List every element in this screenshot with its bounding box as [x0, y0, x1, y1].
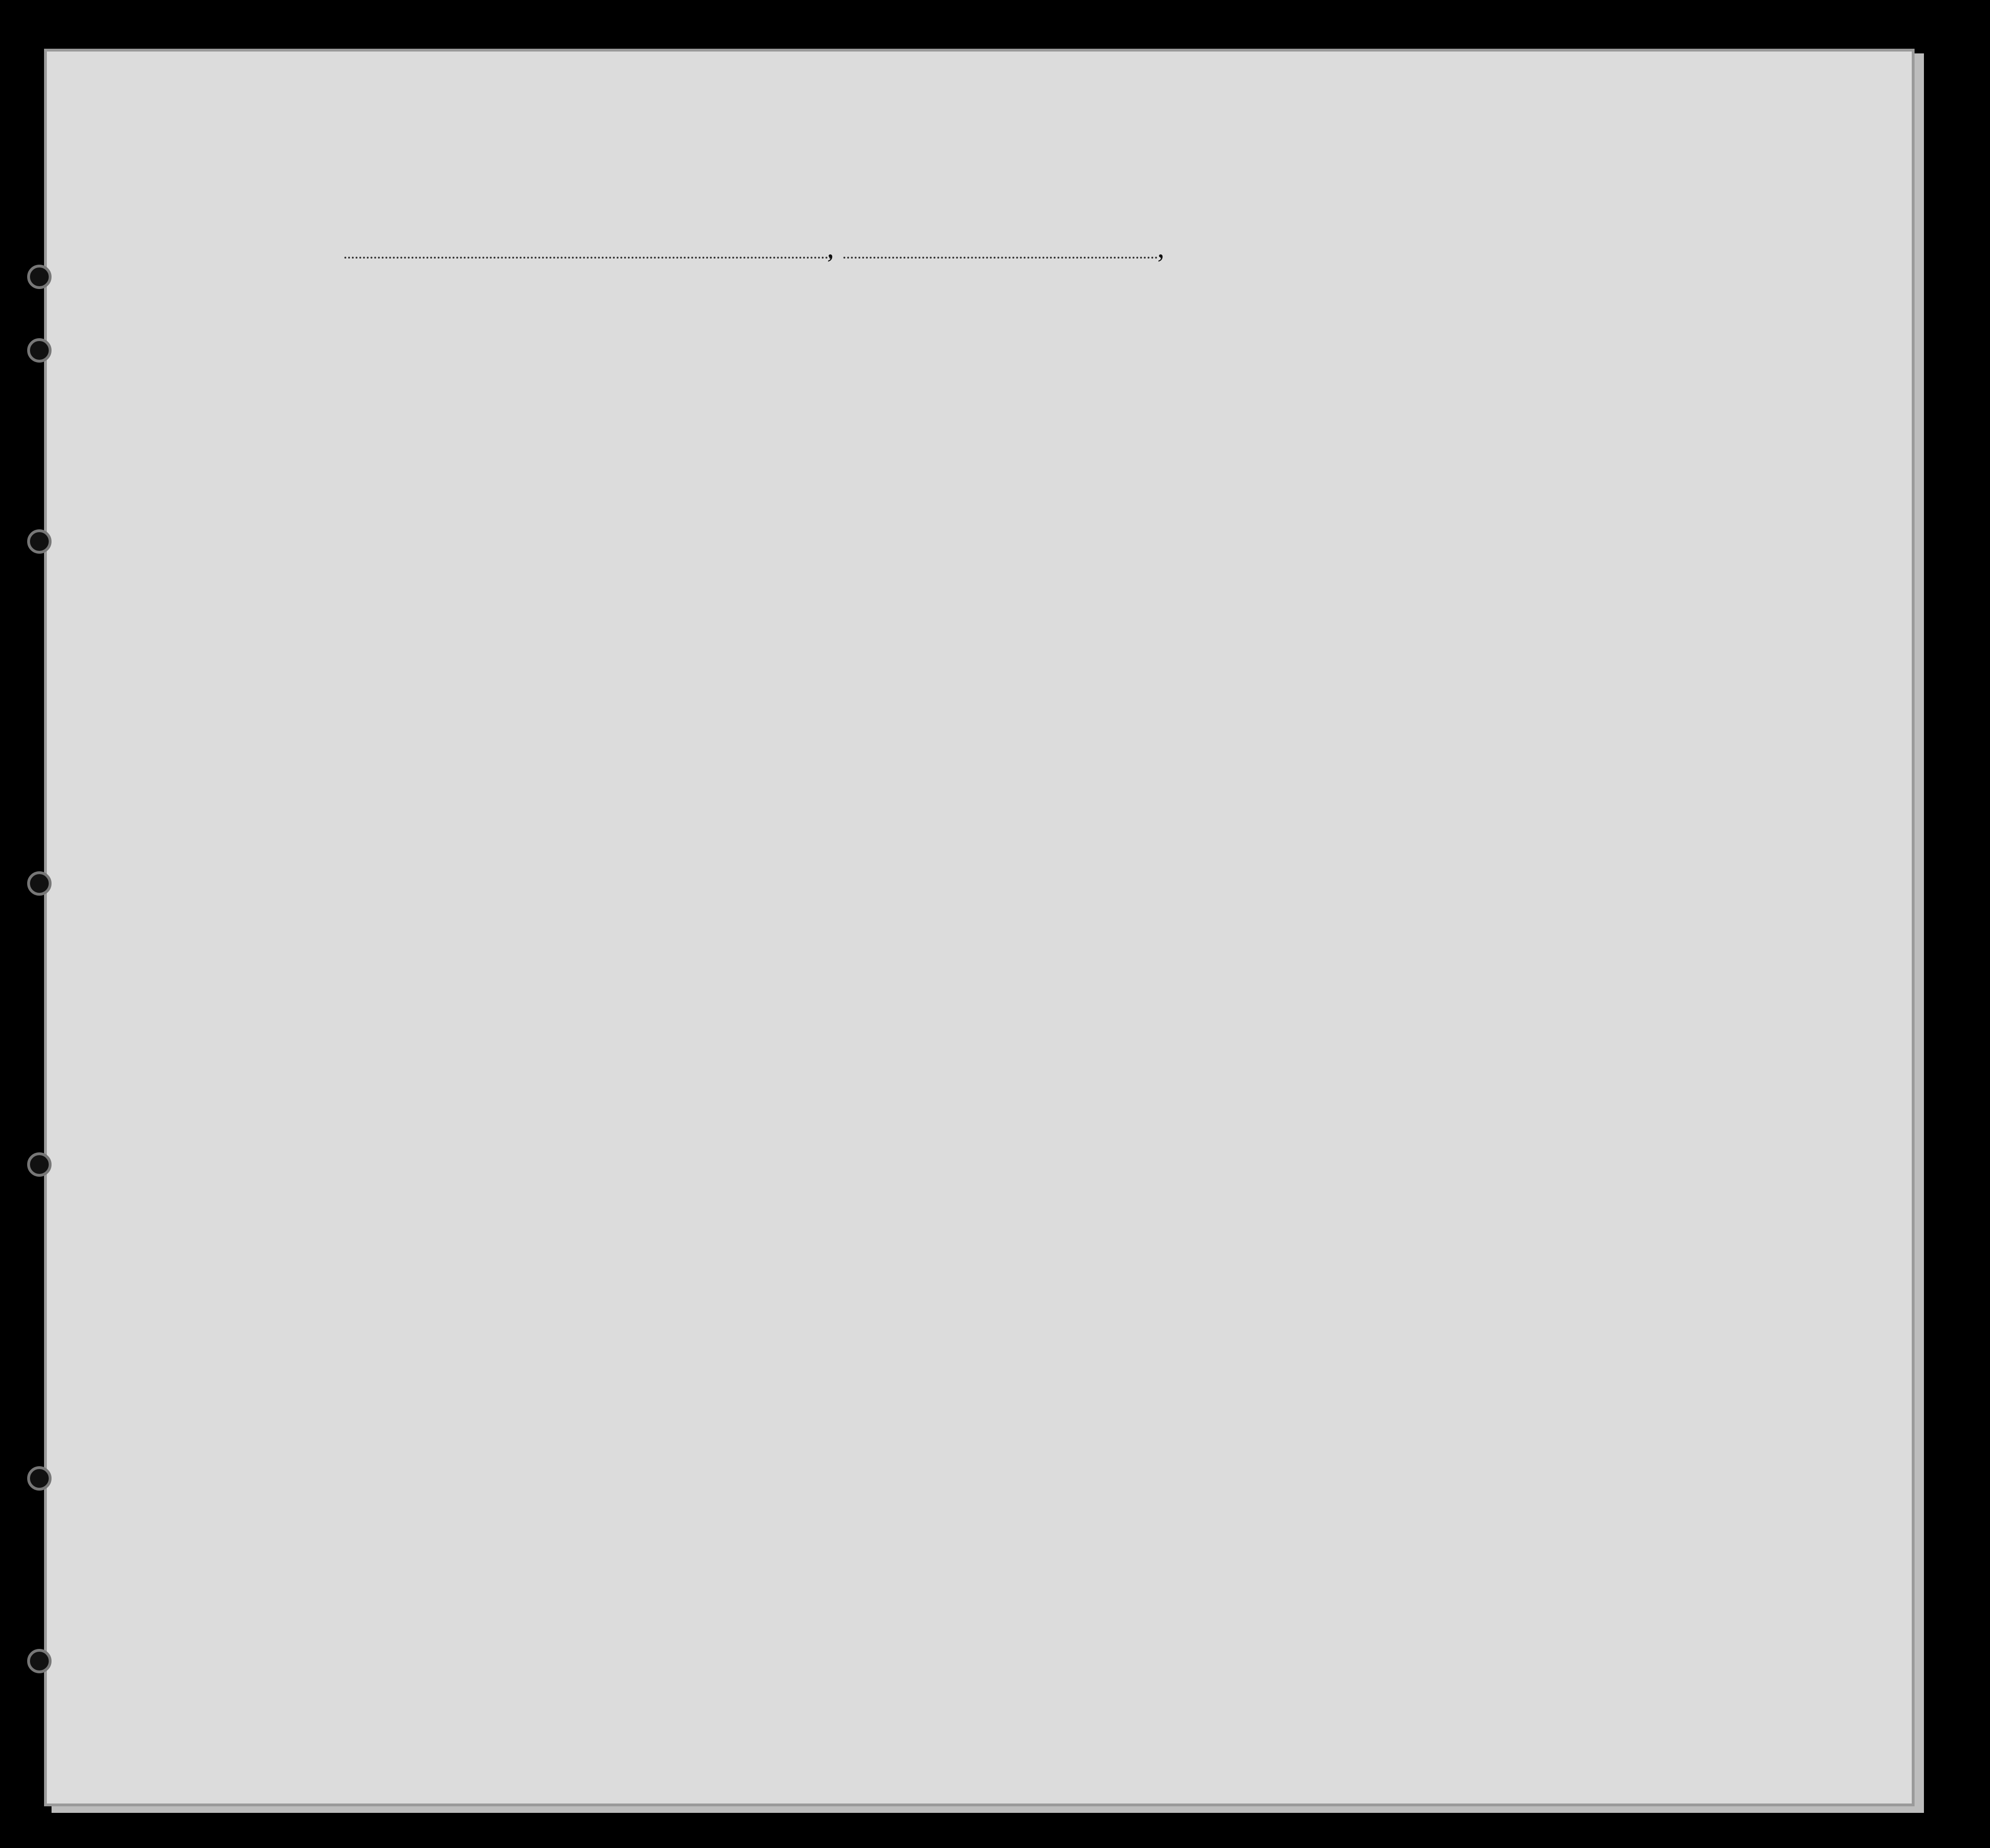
hdr-no-on-list — [122, 361, 155, 372]
comma-2: , — [1157, 232, 1164, 263]
comma-1: , — [827, 232, 834, 263]
